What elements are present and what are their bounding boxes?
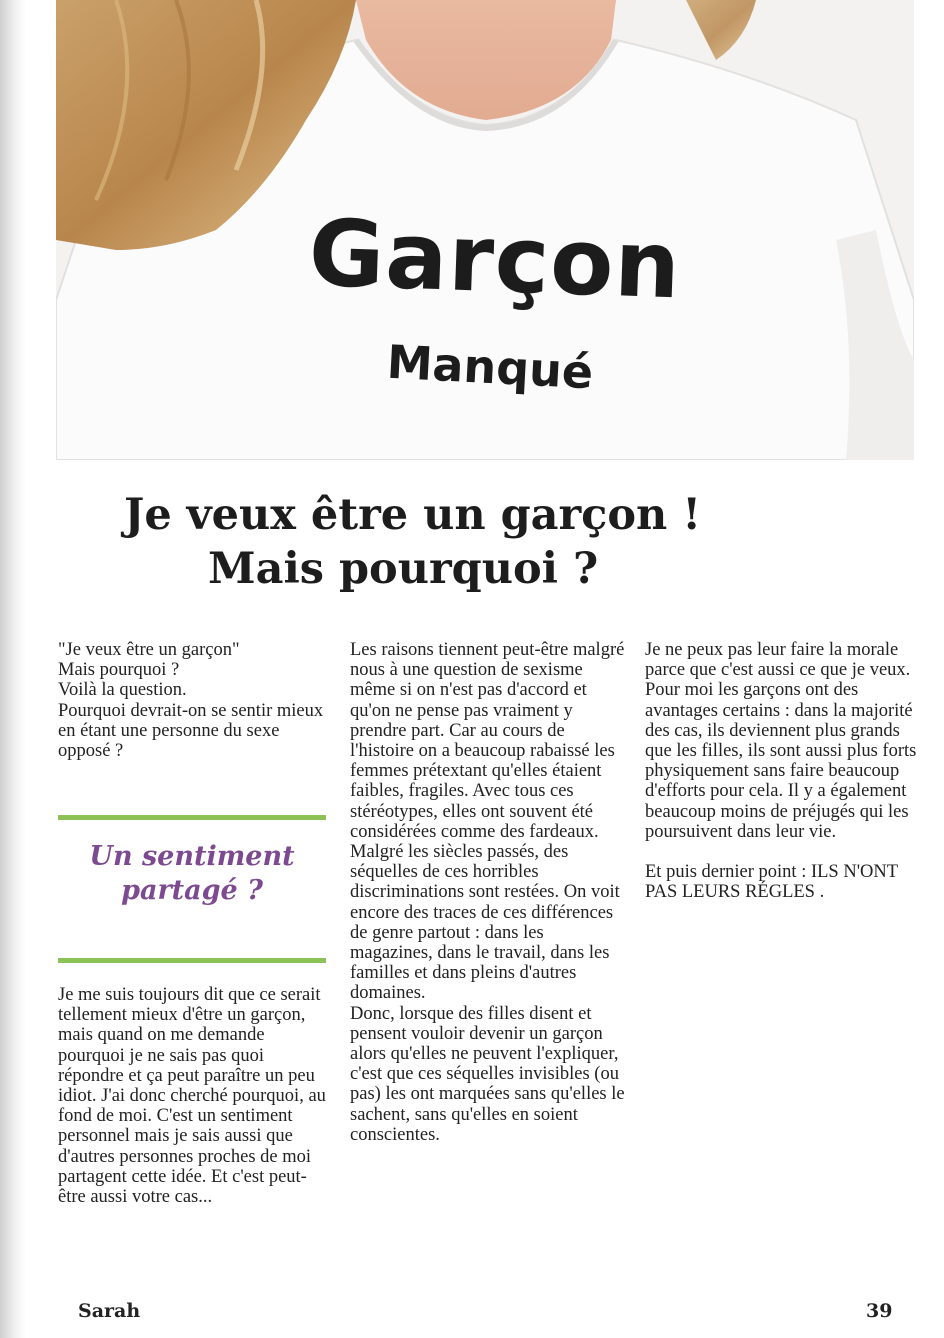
page-fold-shadow	[0, 0, 26, 1338]
shirt-print-line1: Garçon	[307, 199, 683, 320]
column-1	[58, 640, 330, 761]
author-name: Sarah	[78, 1300, 141, 1322]
green-rule-top	[58, 815, 326, 820]
headline-line2: Mais pourquoi ?	[208, 544, 599, 594]
page-number: 39	[866, 1300, 893, 1322]
column-3	[645, 640, 920, 903]
headline-line1: Je veux être un garçon !	[124, 490, 702, 540]
subheading: Un sentiment partagé ?	[89, 841, 295, 906]
header-photo	[56, 0, 914, 460]
green-rule-bottom	[58, 958, 326, 963]
column-2-text: Les raisons tiennent peut-être malgré nous à une question de sexisme même si on n'est pas d'accord et qu'on ne pense pas vraiment y prendre part. Car au cours de l'histoire on a beaucoup rabaissé les femmes prétextant qu'elles étaient faibles, fragiles. Avec tous ces stéréotypes, elles ont souvent été considérées comme des fardeaux. Malgré les siècles passés, des séquelles de ces horribles discriminations sont restées. On voit encore des traces de ces différences de genre partout : dans les magazines, dans le travail, dans les familles et dans pleins d'autres domaines. Donc, lorsque des filles disent et pensent vouloir devenir un garçon alors qu'elles ne peuvent l'expliquer, c'est que ces séquelles invisibles (ou pas) les ont marquées sans qu'elles le sachent, sans qu'elles en soient conscientes.	[350, 640, 625, 1145]
column-2	[350, 640, 630, 1145]
column-3-text: Je ne peux pas leur faire la morale parce que c'est aussi ce que je veux. Pour moi les garçons ont des avantages certains : dans la majorité des cas, ils deviennent plus grands que les filles, ils sont aussi plus forts physiquement sans faire beaucoup d'efforts pour cela. Il y a également beaucoup moins de préjugés qui les poursuivent dans leur vie. Et puis dernier point : ILS N'ONT PAS LEURS RÉGLES .	[645, 640, 917, 903]
body-paragraph: Je me suis toujours dit que ce serait tellement mieux d'être un garçon, mais quand on me demande pourquoi je ne sais pas quoi répondre et ça peut paraître un peu idiot. J'ai donc cherché pourquoi, au fond de moi. C'est un sentiment personnel mais je sais aussi que d'autres personnes proches de moi partagent cette idée. Et c'est peut-être aussi votre cas...	[58, 985, 326, 1208]
intro-paragraph: "Je veux être un garçon" Mais pourquoi ? Voilà la question. Pourquoi devrait-on se sentir mieux en étant une personne du sexe opposé ?	[58, 640, 324, 762]
shirt-print-line2: Manqué	[385, 334, 595, 400]
article-headline	[56, 488, 856, 596]
column-1-body	[58, 985, 330, 1207]
